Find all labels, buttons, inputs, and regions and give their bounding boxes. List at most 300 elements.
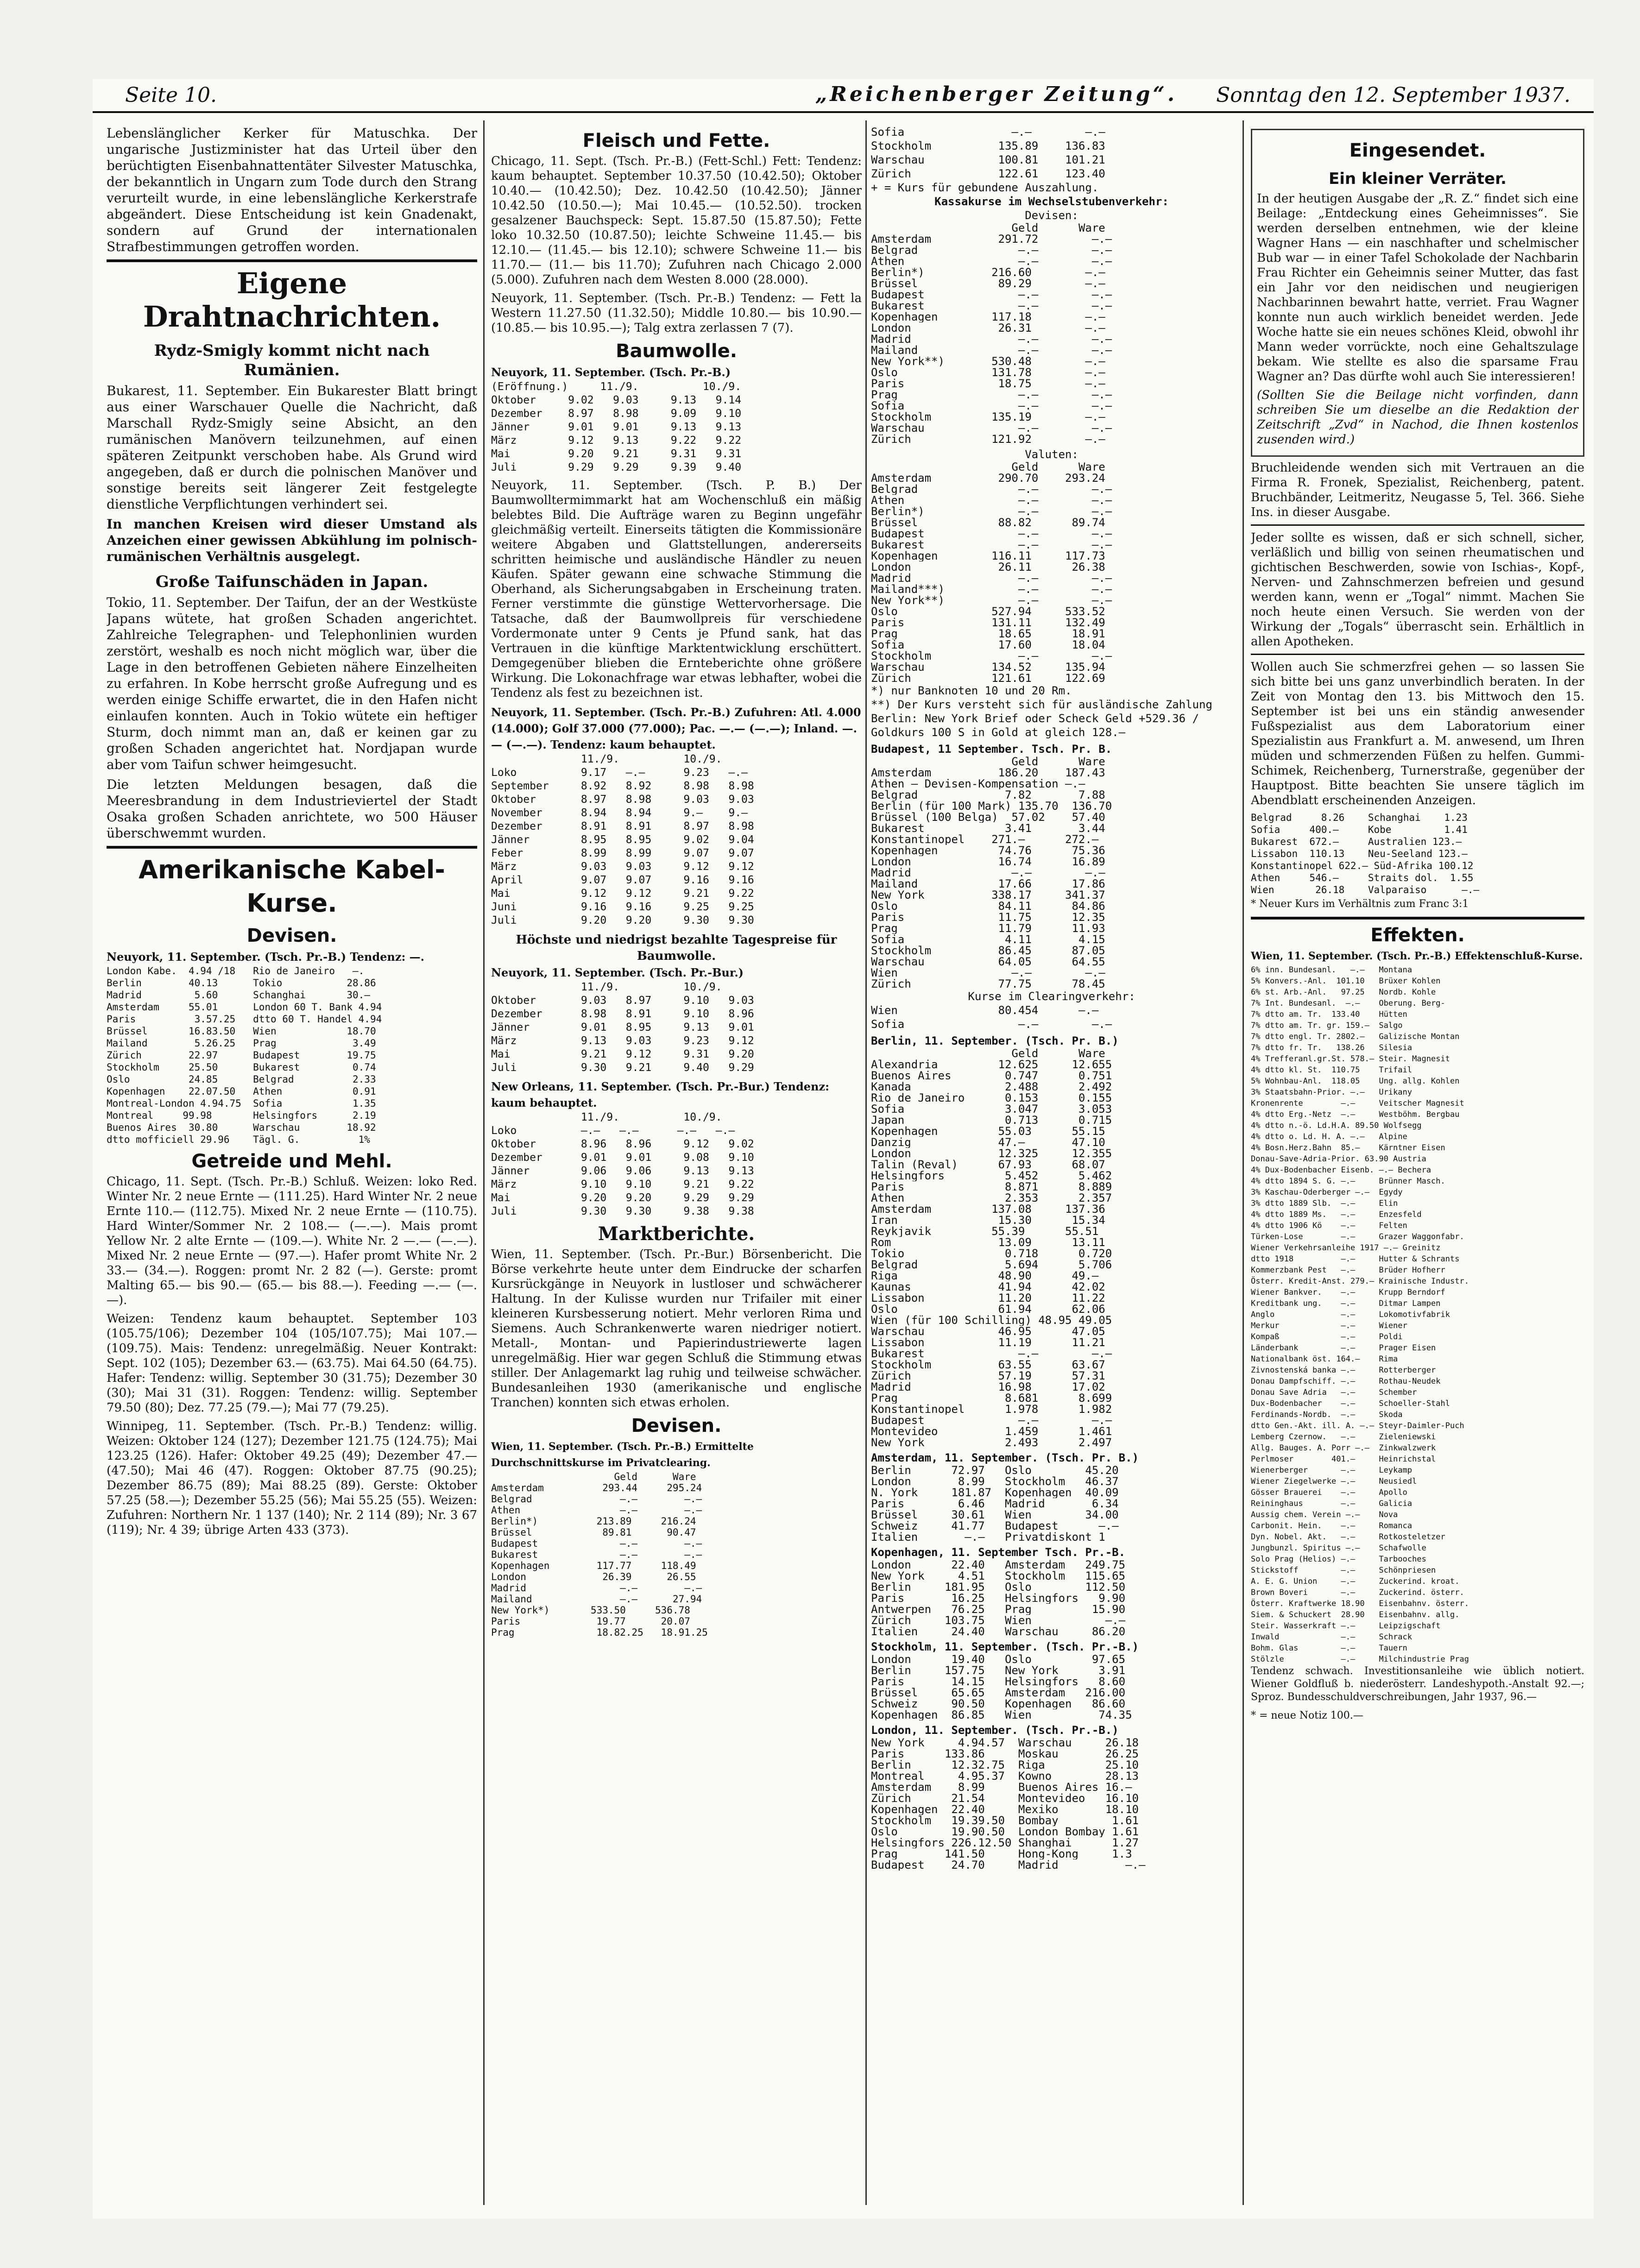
table-row: New York*) 533.50 536.78	[491, 1605, 690, 1616]
table-row: Prag 8.681 8.699	[871, 1392, 1112, 1404]
kassa-devisen-table	[871, 222, 1232, 445]
table-row: Konstantinopel 271.— 272.—	[871, 834, 1099, 845]
table-row: New York 338.17 341.37	[871, 889, 1105, 901]
table-row: 7% dtto am. Tr. gr. 159.— Salgo	[1251, 1021, 1403, 1030]
table-row: London 26.31 —.—	[871, 322, 1105, 334]
table-row: Kaunas 41.94 42.02	[871, 1281, 1105, 1292]
table-row: Berlin 40.13 Tokio 28.86	[107, 977, 376, 989]
table-row: Geld Ware	[871, 1048, 1105, 1059]
table-row: Sofia —.— —.—	[871, 126, 1105, 139]
table-row: September 8.92 8.92 8.98 8.98	[491, 780, 754, 792]
table-row: Kopenhagen 86.85 Wien 74.35	[871, 1709, 1132, 1720]
stockholm-head: Stockholm, 11. September. (Tsch. Pr.-B.)	[871, 1640, 1139, 1653]
table-row: 3% Kaschau-Oderberger —.— Egydy	[1251, 1188, 1403, 1197]
table-row: 3% Staatsbahn-Prior. —.— Urikany	[1251, 1088, 1412, 1097]
table-row: London 16.74 16.89	[871, 856, 1105, 867]
table-row: Dux-Bodenbacher —.— Schoeller-Stahl	[1251, 1399, 1450, 1408]
table-row: dtto mofficiell 29.96 Tägl. G. 1%	[107, 1134, 370, 1145]
table-row: Kopenhagen 55.03 55.15	[871, 1126, 1105, 1137]
table-row: Madrid 16.98 17.02	[871, 1381, 1105, 1392]
table-row: Juli 9.29 9.29 9.39 9.40	[491, 461, 742, 473]
table-row: Perlmoser 401.— Heinrichstal	[1251, 1455, 1436, 1464]
table-row: Brüssel 16.83.50 Wien 18.70	[107, 1026, 376, 1037]
table-row: Brüssel 89.81 90.47	[491, 1527, 696, 1538]
table-row: Inwald —.— Schrack	[1251, 1632, 1412, 1642]
table-row: November 8.94 8.94 9.— 9.—	[491, 807, 748, 819]
table-row: New York 4.51 Stockholm 115.65	[871, 1570, 1126, 1581]
table-row: Kopenhagen 74.76 75.36	[871, 845, 1105, 856]
table-row: Stockholm 135.89 136.83	[871, 139, 1105, 152]
table-row: Warschau 46.95 47.05	[871, 1326, 1105, 1337]
table-row: Montevideo 1.459 1.461	[871, 1426, 1112, 1437]
orleans-table	[491, 1111, 862, 1218]
kopenhagen-head: Kopenhagen, 11. September Tsch. Pr.-B.	[871, 1546, 1126, 1559]
table-row: Montreal 4.95.37 Kowno 28.13	[871, 1770, 1139, 1782]
table-row: Dezember 8.98 8.91 9.10 8.96	[491, 1008, 754, 1020]
table-row: Paris 131.11 132.49	[871, 617, 1105, 628]
table-row: Loko —.— —.— —.— —.—	[491, 1125, 735, 1137]
table-row: Mai 9.20 9.20 9.29 9.29	[491, 1192, 754, 1204]
table-row: Paris 19.77 20.07	[491, 1616, 690, 1627]
table-row: Berlin 157.75 New York 3.91	[871, 1665, 1126, 1676]
table-row: Belgrad —.— —.—	[871, 245, 1112, 256]
table-row: Paris 14.15 Helsingfors 8.60	[871, 1676, 1126, 1687]
table-row: Zivnostenská banka —.— Rotterberger	[1251, 1366, 1436, 1375]
kabelkurse-heading: Amerikanische Kabel-Kurse.	[139, 855, 445, 918]
table-row: 7% dtto fr. Tr. 138.26 Silesia	[1251, 1043, 1412, 1052]
table-row: Amsterdam 186.20 187.43	[871, 767, 1105, 778]
table-row: Kopenhagen 117.18 —.—	[871, 311, 1105, 322]
table-row: Stockholm 63.55 63.67	[871, 1359, 1105, 1370]
table-row: März 9.13 9.03 9.23 9.12	[491, 1035, 754, 1047]
table-row: Amsterdam 55.01 London 60 T. Bank 4.94	[107, 1002, 382, 1013]
table-row: Prag —.— —.—	[871, 389, 1112, 400]
table-row: Prag 141.50 Hong-Kong 1.3	[871, 1848, 1132, 1859]
table-row: Budapest 24.70 Madrid —.—	[871, 1859, 1146, 1871]
baumwolle-2-table	[491, 753, 862, 927]
table-row: Kreditbank ung. —.— Ditmar Lampen	[1251, 1299, 1441, 1308]
table-row: Kompaß —.— Poldi	[1251, 1332, 1403, 1342]
budapest-head: Budapest, 11 September. Tsch. Pr. B.	[871, 743, 1112, 756]
table-row: 4% dtto n.-ö. Ld.H.A. 89.50 Wolfsegg	[1251, 1121, 1422, 1130]
table-row: Warschau —.— —.—	[871, 422, 1112, 434]
divider	[107, 259, 477, 262]
table-row: Amsterdam 137.08 137.36	[871, 1203, 1105, 1215]
table-row: 7% Int. Bundesanl. —.— Oberung. Berg-	[1251, 999, 1445, 1008]
table-row: Belgrad —.— —.—	[491, 1493, 702, 1505]
table-row: Mailand 17.66 17.86	[871, 878, 1105, 889]
table-row: Oslo 24.85 Belgrad 2.33	[107, 1074, 376, 1085]
taifun-heading: Große Taifunschäden in Japan.	[155, 573, 429, 591]
table-row: Berlin (für 100 Mark) 135.70 136.70	[871, 800, 1112, 812]
table-row: Athen — Devisen-Kompensation —.—	[871, 778, 1085, 789]
table-row: Dyn. Nobel. Akt. —.— Rotkosteletzer	[1251, 1532, 1445, 1542]
table-row: Paris 16.25 Helsingfors 9.90	[871, 1593, 1126, 1604]
table-row: Jänner 9.01 8.95 9.13 9.01	[491, 1021, 754, 1033]
table-row: Rom 13.09 13.11	[871, 1237, 1105, 1248]
table-row: Brüssel (100 Belga) 57.02 57.40	[871, 812, 1105, 823]
fleisch-text: Chicago, 11. Sept. (Tsch. Pr.-B.) (Fett-Schl.) Fett: Tendenz: kaum behauptet. September 10.37.50 (10.42.50); Oktober 10.40.— (10.42.50); Dez. 10.42.50 (10.42.50); Jänner 10.42.50 (10.50.—); Mai 10.45.— (10.52.50). trocken gesalzener Bauchspeck: Sept. 15.87.50 (15.87.50); Fette loko 10.32.50 (10.87.50); leichte Schweine 11.45.— bis 12.10.— (11.45.— bis 12.10); schwere Schweine 11.— bis 11.70.— (11.— bis 11.70); Zufuhren nach Chicago 2.000 (5.000). Zufuhren nach dem Westen 8.000 (28.000).	[491, 154, 862, 287]
table-row: Wien (für 100 Schilling) 48.95 49.05	[871, 1315, 1112, 1326]
note-banknoten: *) nur Banknoten 10 und 20 Rm.	[871, 684, 1072, 697]
togal-ad: Jeder sollte es wissen, daß er sich schnell, sicher, verläßlich und billig von seinen rheumatischen und gichtischen Beschwerden, sowie von Ischias-, Kopf-, Nerven- und Zahnschmerzen befreien und gesund werden kann, wenn er „Togal“ nimmt. Machen Sie noch heute einen Versuch. Sie werden von der Wirkung der „Togals“ überrascht sein. Erhältlich in allen Apotheken.	[1251, 531, 1584, 649]
table-row: Zürich 103.75 Wien —.—	[871, 1615, 1126, 1626]
table-row: Oslo 527.94 533.52	[871, 606, 1105, 617]
baumwolle-3-head: Neuyork, 11. September. (Tsch. Pr.-Bur.)	[491, 966, 744, 979]
hoechst-heading: Höchste und niedrigst bezahlte Tagespreise für Baumwolle.	[516, 933, 837, 963]
table-row: Mailand —.— —.—	[871, 345, 1112, 356]
table-row: Stölzle —.— Milchindustrie Prag	[1251, 1655, 1469, 1664]
table-row: Talin (Reval) 67.93 68.07	[871, 1159, 1105, 1170]
table-row: März 9.10 9.10 9.21 9.22	[491, 1178, 754, 1191]
table-row: Sofia 4.11 4.15	[871, 934, 1105, 945]
table-row: 4% Trefferanl.gr.St. 578.— Steir. Magnesit	[1251, 1054, 1450, 1064]
berlin-table	[871, 1048, 1232, 1448]
table-row: Paris 6.46 Madrid 6.34	[871, 1498, 1119, 1509]
table-row: Danzig 47.— 47.10	[871, 1137, 1105, 1148]
table-row: Zürich 21.54 Montevideo 16.10	[871, 1793, 1139, 1804]
table-row: Donau-Save-Adria-Prior. 63.90 Austria	[1251, 1154, 1426, 1164]
table-row: Carbonit. Hein. —.— Romanca	[1251, 1521, 1412, 1531]
table-row: Brüssel 88.82 89.74	[871, 517, 1105, 528]
table-row: Sofia 17.60 18.04	[871, 639, 1105, 650]
table-row: Kopenhagen 22.07.50 Athen 0.91	[107, 1086, 376, 1097]
baumwolle-head: Neuyork, 11. September. (Tsch. Pr.-B.)	[491, 365, 731, 379]
fleisch-heading: Fleisch und Fette.	[582, 130, 770, 151]
table-row: Zürich 121.61 122.69	[871, 673, 1105, 684]
clearing-heading: Kurse im Clearingverkehr:	[968, 990, 1135, 1003]
page-header	[93, 79, 1594, 113]
table-row: dtto Gen.-Akt. ill. A. —.— Steyr-Daimler-Puch	[1251, 1421, 1464, 1430]
baumwolle-3-table	[491, 981, 862, 1075]
verraeter-heading: Ein kleiner Verräter.	[1329, 170, 1507, 188]
table-row: 4% Bosn.Herz.Bahn 85.— Kärntner Eisen	[1251, 1143, 1445, 1153]
table-row: Lemberg Czernow. —.— Zieleniewski	[1251, 1432, 1436, 1442]
eingesendet-box	[1251, 129, 1584, 457]
table-row: Stickstoff —.— Schönpriesen	[1251, 1566, 1436, 1575]
eingesendet-heading: Eingesendet.	[1349, 140, 1486, 161]
table-row: Lissabon 11.19 11.21	[871, 1337, 1105, 1348]
column-4	[1251, 125, 1584, 2210]
table-row: Riga 48.90 49.—	[871, 1270, 1099, 1281]
table-row: Helsingfors 5.452 5.462	[871, 1170, 1112, 1181]
column-3	[871, 125, 1232, 2210]
table-row: Helsingfors 226.12.50 Shanghai 1.27	[871, 1837, 1139, 1848]
table-row: New York 2.493 2.497	[871, 1437, 1112, 1448]
table-row: Wiener Bankver. —.— Krupp Berndorf	[1251, 1288, 1445, 1297]
table-row: London 8.99 Stockholm 46.37	[871, 1476, 1119, 1487]
table-row: Türken-Lose —.— Grazer Waggonfabr.	[1251, 1232, 1464, 1241]
note-gebunden: + = Kurs für gebundene Auszahlung.	[871, 181, 1099, 194]
table-row: 4% dtto 1889 Ms. —.— Enzesfeld	[1251, 1210, 1422, 1219]
table-row: Athen —.— —.—	[491, 1505, 702, 1516]
table-row: Amsterdam 290.70 293.24	[871, 472, 1105, 484]
table-row: Belgrad 5.694 5.706	[871, 1259, 1112, 1270]
table-row: Italien 24.40 Warschau 86.20	[871, 1626, 1126, 1637]
table-row: Stockholm 19.39.50 Bombay 1.61	[871, 1815, 1139, 1826]
table-row: London 12.325 12.355	[871, 1148, 1112, 1159]
table-row: Athen 2.353 2.357	[871, 1192, 1112, 1203]
table-row: Athen —.— —.—	[871, 495, 1112, 506]
table-row: Oslo 84.11 84.86	[871, 901, 1105, 912]
table-row: 3% dtto 1889 Slb. —.— Elin	[1251, 1199, 1398, 1208]
rydz-text-2: In manchen Kreisen wird dieser Umstand als Anzeichen einer gewissen Abkühlung im polnisch-rumänischen Verhältnis ausgelegt.	[107, 517, 477, 564]
table-row: Belgrad 8.26 Schanghai 1.23	[1251, 812, 1468, 823]
table-row: Budapest —.— —.—	[491, 1538, 702, 1549]
table-row: Paris 133.86 Moskau 26.25	[871, 1748, 1139, 1759]
table-row: Amsterdam 8.99 Buenos Aires 16.—	[871, 1782, 1132, 1793]
table-row: Budapest —.— —.—	[871, 289, 1112, 300]
table-row: Belgrad —.— —.—	[871, 484, 1112, 495]
baumwolle-report: Neuyork, 11. September. (Tsch. P. B.) Der Baumwolltermimmarkt hat am Wochenschluß ein mäßig belebtes Bild. Die Aufträge waren zu Beginn ungefähr gleichmäßig verteilt. Einerseits tätigten die Kommissionäre weitere Abgaben und Glattstellungen, andererseits schritten heimische und ausländische Händler zu neuen Käufen. Später gewann eine schwache Stimmung die Oberhand, als Sicherungsabgaben in Erscheinung traten. Ferner verstimmte die günstige Wettervorhersage. Die Tatsache, daß der Baumwollpreis für verschiedene Vordermonate unter 9 Cents je Pfund sank, hat das Vertrauen in die künftige Marktentwicklung erschüttert. Demgegenüber blieben die Ernteberichte ohne größere Wirkung. Die Lokonachfrage war etwas lebhafter, wobei die Tendenz als fest zu bezeichnen ist.	[491, 479, 862, 700]
table-row: Stockholm —.— —.—	[871, 650, 1112, 662]
table-row: N. York 181.87 Kopenhagen 40.09	[871, 1487, 1119, 1498]
table-row: Sofia —.— —.—	[871, 400, 1112, 411]
table-row: Dezember 8.91 8.91 8.97 8.98	[491, 820, 754, 832]
table-row: (Eröffnung.) 11./9. 10./9.	[491, 381, 742, 393]
table-row: Belgrad 7.82 7.88	[871, 789, 1105, 800]
table-row: Kopenhagen 116.11 117.73	[871, 550, 1105, 561]
budapest-table	[871, 756, 1232, 989]
table-row: Feber 8.99 8.99 9.07 9.07	[491, 847, 754, 859]
table-row: Amsterdam 293.44 295.24	[491, 1482, 702, 1493]
table-row: Japan 0.713 0.715	[871, 1115, 1112, 1126]
table-row: Lissabon 11.20 11.22	[871, 1292, 1105, 1304]
table-row: Solo Prag (Helios) —.— Tarbooches	[1251, 1555, 1426, 1564]
table-row: Geld Ware	[871, 461, 1105, 472]
amsterdam-table	[871, 1465, 1232, 1543]
table-row: London 19.40 Oslo 97.65	[871, 1654, 1126, 1665]
marktberichte-text: Wien, 11. September. (Tsch. Pr.-Bur.) Börsenbericht. Die Börse verkehrte heute unter dem Eindrucke der scharfen Kursrückgänge in Neuyork in lustloser und schwächerer Haltung. In der Kulisse wurden nur Trifailer mit einer kleineren Kursbesserung notiert. Mehr verloren Rima und Siemens. Auch Schrankenwerte waren niedriger notiert. Metall-, Montan- und Papierindustriewerte lagen unregelmäßig. Hier war gegen Schluß die Stimmung etwas stiller. Der Anlagemarkt lag ruhig und teilweise schwächer. Bundesanleihen 1930 (amerikanische und englische Tranchen) konnten sich etwas erholen.	[491, 1247, 862, 1410]
table-row: April 9.07 9.07 9.16 9.16	[491, 874, 754, 886]
table-row: Sofia 3.047 3.053	[871, 1103, 1112, 1115]
marktberichte-heading: Marktberichte.	[598, 1223, 755, 1245]
column-1	[107, 125, 477, 2210]
table-row: Geld Ware	[871, 222, 1105, 233]
table-row: London 26.39 26.55	[491, 1571, 696, 1582]
table-row: Juli 9.20 9.20 9.30 9.30	[491, 914, 754, 926]
table-row: Wienerberger —.— Leykamp	[1251, 1466, 1412, 1475]
getreide-heading: Getreide und Mehl.	[191, 1151, 392, 1172]
verraeter-note: (Sollten Sie die Beilage nicht vorfinden, dann schreiben Sie um dieselbe an die Redaktion der Zeitschrift „Zvd“ in Nachod, die Ihnen kostenlos zusenden wird.)	[1257, 388, 1578, 447]
table-row: Mailand 5.26.25 Prag 3.49	[107, 1038, 376, 1049]
table-row: 6% inn. Bundesanl. —.— Montana	[1251, 965, 1412, 975]
table-row: Wiener Ziegelwerke —.— Neusiedl	[1251, 1477, 1417, 1486]
baumwolle-table	[491, 380, 862, 474]
table-row: 11./9. 10./9.	[491, 753, 722, 765]
table-row: Zürich 121.92 —.—	[871, 434, 1105, 445]
column-rule	[483, 120, 485, 2205]
devisen-head: Neuyork, 11. September. (Tsch. Pr.-B.) Tendenz: —.	[107, 950, 425, 964]
newspaper-title: „Reichenberger Zeitung“.	[815, 82, 1178, 106]
table-row: Madrid —.— —.—	[871, 867, 1105, 878]
kassa-valuten-table	[871, 461, 1232, 684]
table-row: Kopenhagen 22.40 Mexiko 18.10	[871, 1804, 1139, 1815]
table-row: Athen 546.— Straits dol. 1.55	[1251, 872, 1474, 883]
table-row: dtto 1918 —.— Hutter & Schrants	[1251, 1254, 1460, 1264]
berlin-head: Berlin, 11. September. (Tsch. Pr. B.)	[871, 1034, 1119, 1047]
neuyork-fett-text: Neuyork, 11. September. (Tsch. Pr.-B.) Tendenz: — Fett la Western 11.27.50 (11.32.50); Middle 10.80.— bis 10.90.— (10.85.— bis 10.95.—); Talg extra zerlassen 7 (7).	[491, 291, 862, 335]
table-row: Berlin*) 216.60 —.—	[871, 267, 1105, 278]
table-row: 11./9. 10./9.	[491, 1111, 722, 1123]
table-row: Wiener Verkehrsanleihe 1917 —.— Greinitz	[1251, 1243, 1441, 1253]
table-row: Montreal 99.98 Helsingfors 2.19	[107, 1110, 376, 1121]
table-row: Zürich 57.19 57.31	[871, 1370, 1105, 1381]
table-row: Österr. Kredit-Anst. 279.— Krainische Industr.	[1251, 1277, 1469, 1286]
table-row: Paris 11.75 12.35	[871, 912, 1105, 923]
table-row: Zürich 122.61 123.40	[871, 167, 1105, 180]
london-head: London, 11. September. (Tsch. Pr.-B.)	[871, 1724, 1119, 1737]
kurs-table	[1251, 812, 1584, 896]
devisen-label: Devisen:	[1025, 209, 1079, 222]
table-row: Kommerzbank Pest —.— Brüder Hofherr	[1251, 1266, 1445, 1275]
table-row: Madrid —.— —.—	[871, 334, 1112, 345]
table-row: Rio de Janeiro 0.153 0.155	[871, 1092, 1112, 1103]
table-row: Loko 9.17 —.— 9.23 —.—	[491, 767, 748, 779]
rydz-text: Bukarest, 11. September. Ein Bukarester Blatt bringt aus einer Warschauer Quelle die Nachricht, daß Marschall Rydz-Smigly seine Absicht, an den rumänischen Manövern teilzunehmen, auf einen späteren Zeitpunkt verschoben habe. Als Grund wird angegeben, daß er durch die polnischen Manöver und sonstige bereits seit längerer Zeit festgelegte dienstliche Verpflichtungen verhindert sei.	[107, 383, 477, 512]
table-row: 4% dtto o. Ld. H. A. —.— Alpine	[1251, 1132, 1407, 1141]
table-row: Berlin 12.32.75 Riga 25.10	[871, 1759, 1139, 1770]
kurs-note: * Neuer Kurs im Verhältnis zum Franc 3:1	[1251, 898, 1469, 910]
column-rule	[865, 120, 867, 2205]
table-row: Österr. Kraftwerke 18.90 Eisenbahnv. österr.	[1251, 1599, 1469, 1608]
table-row: Budapest —.— —.—	[871, 528, 1112, 539]
table-row: Aussig chem. Verein —.— Nova	[1251, 1510, 1398, 1519]
table-row: Schweiz 90.50 Kopenhagen 86.60	[871, 1698, 1126, 1709]
table-row: Wien 80.454 —.—	[871, 1004, 1099, 1017]
table-row: Oktober 8.96 8.96 9.12 9.02	[491, 1138, 754, 1150]
table-row: Stockholm 25.50 Bukarest 0.74	[107, 1062, 376, 1073]
table-row: Bukarest —.— —.—	[871, 539, 1112, 550]
table-row: New York**) 530.48 —.—	[871, 356, 1105, 367]
issue-date: Sonntag den 12. September 1937.	[1216, 83, 1571, 107]
table-row: Dezember 9.01 9.01 9.08 9.10	[491, 1152, 754, 1164]
table-row: Merkur —.— Wiener	[1251, 1321, 1407, 1330]
table-row: Reykjavik 55.39 55.51	[871, 1226, 1099, 1237]
table-row: 5% Konvers.-Anl. 101.10 Brüxer Kohlen	[1251, 976, 1441, 986]
table-row: New York**) —.— —.—	[871, 595, 1112, 606]
table-row: Zürich 77.75 78.45	[871, 978, 1105, 989]
table-row: Berlin*) 213.89 216.24	[491, 1516, 696, 1527]
table-row: Buenos Aires 0.747 0.751	[871, 1070, 1112, 1081]
table-row: Kronenrente —.— Veitscher Magnesit	[1251, 1099, 1464, 1108]
amsterdam-head: Amsterdam, 11. September. (Tsch. Pr. B.)	[871, 1451, 1139, 1464]
table-row: Oslo 131.78 —.—	[871, 367, 1105, 378]
table-row: Jungbunzl. Spiritus —.— Schafwolle	[1251, 1544, 1426, 1553]
table-row: Mai 9.21 9.12 9.31 9.20	[491, 1048, 754, 1060]
table-row: Geld Ware	[491, 1471, 696, 1482]
table-row: Donau Save Adria —.— Schember	[1251, 1388, 1417, 1397]
getreide-text: Chicago, 11. Sept. (Tsch. Pr.-B.) Schluß. Weizen: loko Red. Winter Nr. 2 neue Ernte — (111.25). Hard Winter Nr. 2 neue Ernte 110.— (112.75). Mixed Nr. 2 neue Ernte — (110.75). Hard Winter/Sommer Nr. 2 108.— (—.—). Mais promt Yellow Nr. 2 alte Ernte — (109.—). White Nr. 2 —.— (—.—). Mixed Nr. 2 neue Ernte — (97.—). Hafer promt White Nr. 2 33.— (34.—). Roggen: promt Nr. 2 82 (—). Gerste: promt Malting 65.— bis 90.— (65.— bis 88.—). Feeding —.— (—.—).	[107, 1175, 477, 1307]
drahtnachrichten-heading: Eigene Drahtnachrichten.	[143, 266, 441, 334]
table-row: Gösser Brauerei —.— Apollo	[1251, 1488, 1407, 1497]
table-row: Mai 9.20 9.21 9.31 9.31	[491, 448, 742, 460]
table-row: Allg. Bauges. A. Porr —.— Zinkwalzwerk	[1251, 1443, 1436, 1453]
devisen-2-heading: Devisen.	[631, 1415, 722, 1436]
verraeter-text: In der heutigen Ausgabe der „R. Z.“ findet sich eine Beilage: „Entdeckung eines Geheimnisses“. Sie werden derselben entnehmen, wie der kleine Wagner Hans — ein naschhafter und schelmischer Bub war — in einer Tafel Schokolade der Nachbarin Frau Richter ein Geheimnis seiner Mutter, das fast ein Jahr vor den neidischen und neugierigen Nachbarinnen bewahrt hatte, verriet. Frau Wagner konnte nun auch wirklich beneidet werden. Jede Woche hatte sie ein neues schönes Kleid, obwohl ihr Mann weder vorrückte, noch eine Gehaltszulage bekam. Wie stellte es also die sparsame Frau Wagner an? Das dürfte wohl auch Sie interessieren!	[1257, 192, 1578, 384]
pfandbrief-text: Tendenz schwach. Investitionsanleihe wie üblich notiert. Wiener Goldfluß b. niederösterr. Landeshypoth.-Anstalt 92.—; Sproz. Bundesschuldverschreibungen, Jahr 1937, 96.—	[1251, 1665, 1584, 1703]
baumwolle-heading: Baumwolle.	[616, 340, 737, 362]
table-row: Wien —.— —.—	[871, 967, 1105, 978]
column-2	[491, 125, 862, 2210]
newspaper-page	[93, 79, 1594, 2219]
stockholm-table	[871, 1654, 1232, 1720]
table-row: Brüssel 65.65 Amsterdam 216.00	[871, 1687, 1126, 1698]
table-row: Berlin 181.95 Oslo 112.50	[871, 1581, 1126, 1593]
table-row: Madrid —.— —.—	[491, 1582, 702, 1594]
table-row: Sofia —.— —.—	[871, 1018, 1112, 1031]
kopenhagen-table	[871, 1559, 1232, 1637]
table-row: Juli 9.30 9.30 9.38 9.38	[491, 1205, 754, 1217]
table-row: Jänner 8.95 8.95 9.02 9.04	[491, 834, 754, 846]
table-row: Berlin*) —.— —.—	[871, 506, 1112, 517]
clearing-table	[871, 1003, 1232, 1031]
table-row: Mailand***) —.— —.—	[871, 584, 1112, 595]
table-row: Zürich 22.97 Budapest 19.75	[107, 1050, 376, 1061]
effekten-heading: Effekten.	[1370, 925, 1465, 946]
table-row: London 22.40 Amsterdam 249.75	[871, 1559, 1126, 1570]
table-row: Anglo —.— Lokomotivfabrik	[1251, 1310, 1450, 1319]
table-row: Italien —.— Privatdiskont 1	[871, 1531, 1105, 1543]
table-row: Bukarest 3.41 3.44	[871, 823, 1105, 834]
table-row: Siem. & Schuckert 28.90 Eisenbahnv. allg.	[1251, 1610, 1460, 1619]
table-row: Schweiz 41.77 Budapest —.—	[871, 1520, 1119, 1531]
london-table	[871, 1737, 1232, 1871]
table-row: Bohm. Glas —.— Tauern	[1251, 1644, 1407, 1653]
table-row: London Kabe. 4.94 /18 Rio de Janeiro —.	[107, 965, 365, 976]
top-rates	[871, 125, 1232, 181]
table-row: Warschau 134.52 135.94	[871, 662, 1105, 673]
divider	[107, 846, 477, 849]
table-row: Stockholm 86.45 87.05	[871, 945, 1105, 956]
table-row: 4% Dux-Bodenbacher Eisenb. —.— Bechera	[1251, 1166, 1431, 1175]
table-row: Jänner 9.01 9.01 9.13 9.13	[491, 421, 742, 433]
table-row: Bukarest —.— —.—	[871, 300, 1112, 311]
divider	[1251, 917, 1584, 920]
table-row: Kopenhagen 117.77 118.49	[491, 1560, 696, 1571]
table-row: Prag 11.79 11.93	[871, 923, 1105, 934]
table-row: Brüssel 89.29 —.—	[871, 278, 1105, 289]
table-row: Oktober 9.02 9.03 9.13 9.14	[491, 394, 742, 406]
table-row: London 26.11 26.38	[871, 561, 1105, 573]
table-row: Donau Dampfschiff. —.— Rothau-Neudek	[1251, 1377, 1441, 1386]
table-row: Bukarest —.— —.—	[491, 1549, 702, 1560]
table-row: Jänner 9.06 9.06 9.13 9.13	[491, 1165, 754, 1177]
table-row: Oslo 19.90.50 London Bombay 1.61	[871, 1826, 1139, 1837]
devisen-2-head: Wien, 11. September. (Tsch. Pr.-B.) Ermittelte Durchschnittskurse im Privatclearing.	[491, 1441, 754, 1469]
table-row: Stockholm 135.19 —.—	[871, 411, 1105, 422]
devisen-heading: Devisen.	[246, 925, 337, 946]
table-row: Paris 8.871 8.889	[871, 1181, 1112, 1192]
table-row: Nationalbank öst. 164.— Rima	[1251, 1354, 1398, 1364]
table-row: Athen —.— —.—	[871, 256, 1112, 267]
baumwolle-2-head: Neuyork, 11. September. (Tsch. Pr.-B.) Zufuhren: Atl. 4.000 (14.000); Golf 37.000 (77.000); Pac. —.— (—.—); Inland. —.— (—.—). Tendenz: kaum behauptet.	[491, 706, 861, 751]
table-row: Ferdinands-Nordb. —.— Skoda	[1251, 1410, 1403, 1419]
berlin-note: Berlin: New York Brief oder Scheck Geld +529.36 / Goldkurs 100 S in Gold at gleich 128.—	[871, 712, 1199, 739]
table-row: 7% dtto am. Tr. 133.40 Hütten	[1251, 1010, 1407, 1019]
table-row: März 9.12 9.13 9.22 9.22	[491, 435, 742, 447]
table-row: Dezember 8.97 8.98 9.09 9.10	[491, 408, 742, 420]
devisen-2-table	[491, 1471, 862, 1638]
rydz-heading: Rydz-Smigly kommt nicht nach Rumänien.	[154, 341, 430, 379]
table-row: Madrid —.— —.—	[871, 573, 1112, 584]
devisen-table	[107, 965, 477, 1146]
table-row: Antwerpen 76.25 Prag 15.90	[871, 1604, 1126, 1615]
pfandbrief-note: * = neue Notiz 100.—	[1251, 1710, 1363, 1721]
table-row: Sofia 400.— Kobe 1.41	[1251, 824, 1468, 835]
table-row: Prag 18.65 18.91	[871, 628, 1105, 639]
table-row: Paris 3.57.25 dtto 60 T. Handel 4.94	[107, 1014, 382, 1025]
